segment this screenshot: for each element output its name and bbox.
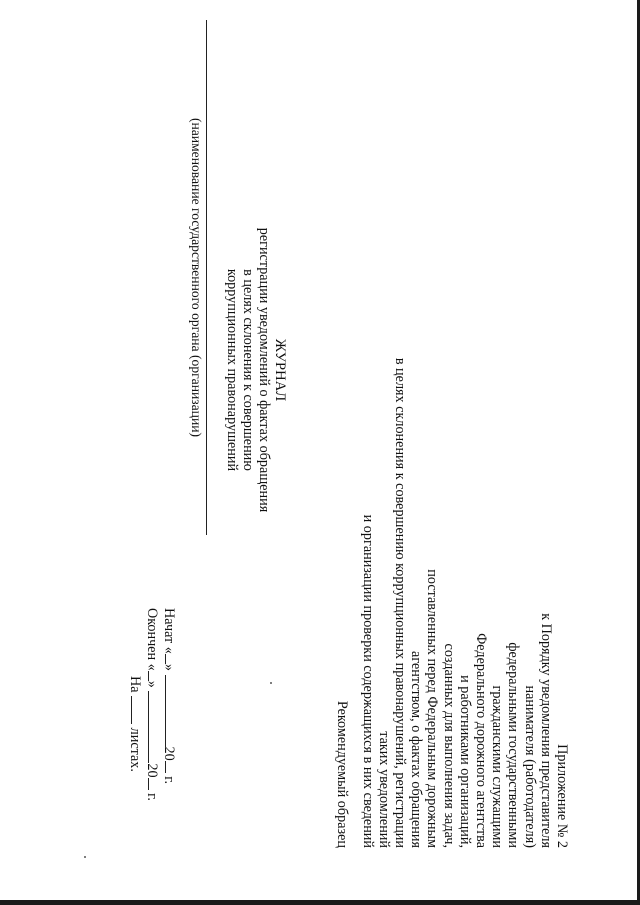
ended-quote-close: » xyxy=(144,680,160,688)
appendix-line: федеральными государственными xyxy=(505,642,522,848)
journal-subtitle-line: в целях склонения к совершению xyxy=(240,269,256,471)
journal-subtitle-line: регистрации уведомлений о фактах обращения xyxy=(256,227,272,513)
journal-title: ЖУРНАЛ xyxy=(272,338,288,402)
sheets-row xyxy=(127,608,144,868)
appendix-line: Федерального дорожного агентства xyxy=(472,633,489,848)
started-day-blank xyxy=(165,654,178,664)
appendix-line: поставленных перед Федеральным дорожным xyxy=(424,569,441,848)
sheets-count-blank xyxy=(131,696,144,724)
started-year-prefix: 20 xyxy=(161,746,177,761)
organization-name-line xyxy=(206,20,207,535)
appendix-line: таких уведомлений xyxy=(375,731,392,848)
appendix-line: созданных для выполнения задач, xyxy=(440,643,457,848)
journal-subtitle-line: коррупционных правонарушений xyxy=(224,268,240,472)
appendix-line: и организации проверки содержащихся в них сведений xyxy=(359,514,376,848)
started-month-blank xyxy=(165,675,178,747)
started-year-suffix: г. xyxy=(161,776,177,785)
ended-year-blank xyxy=(148,778,161,790)
ended-year-prefix: 20 xyxy=(144,763,160,778)
started-label: Начат « xyxy=(161,608,177,654)
ended-day-blank xyxy=(148,671,161,681)
appendix-line: Приложение № 2 xyxy=(554,744,570,848)
appendix-line: и работниками организаций, xyxy=(456,675,473,848)
appendix-line: в целях склонения к совершению коррупционных правонарушений, регистрации xyxy=(391,357,408,848)
ended-month-blank xyxy=(148,691,161,763)
organization-caption: (наименование государственного органа (организации) xyxy=(189,117,204,438)
journal-dates xyxy=(127,608,178,868)
appendix-line: агентством, о фактах обращения xyxy=(408,651,425,848)
ended-label: Окончен « xyxy=(144,608,160,671)
appendix-header xyxy=(359,258,570,848)
appendix-line: гражданскими служащими xyxy=(489,685,506,848)
ended-row xyxy=(144,608,161,868)
started-quote-close: » xyxy=(161,663,177,671)
sheets-suffix: листах. xyxy=(127,727,143,772)
appendix-line: нанимателя (работодателя) xyxy=(521,685,538,848)
appendix-line: к Порядку уведомления представителя xyxy=(537,613,554,848)
started-row xyxy=(161,608,178,868)
recommended-sample-label: Рекомендуемый образец xyxy=(334,700,350,848)
journal-heading xyxy=(224,180,288,560)
sheets-label: На xyxy=(127,676,143,693)
started-year-blank xyxy=(165,761,178,773)
ended-year-suffix: г. xyxy=(144,793,160,801)
